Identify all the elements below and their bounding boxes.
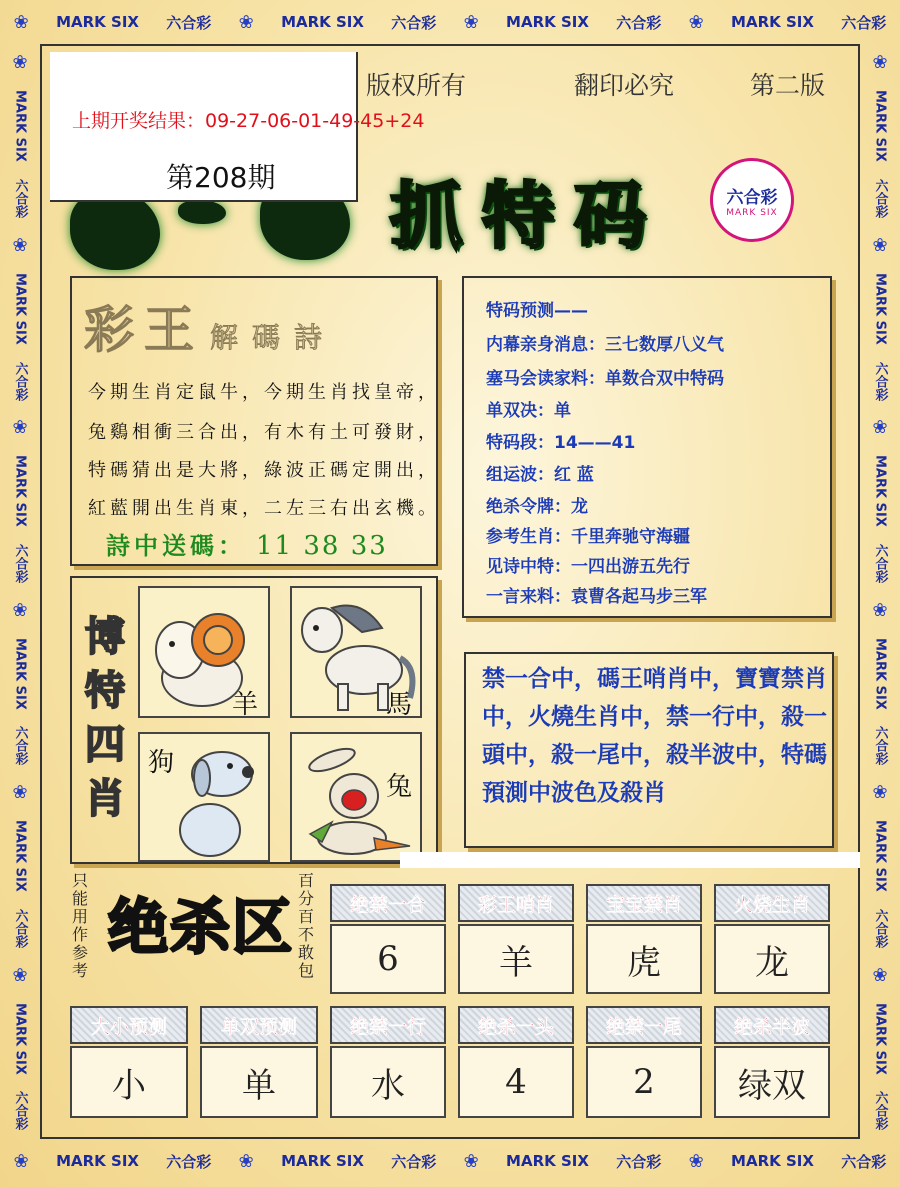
flower-icon: ❀ bbox=[12, 782, 28, 804]
zodiac-name: 馬 bbox=[386, 690, 413, 720]
flower-icon: ❀ bbox=[463, 11, 479, 33]
prediction-line: 参考生肖：千里奔驰守海疆 bbox=[486, 527, 690, 547]
four-zodiac-title: 博特四肖 bbox=[85, 613, 125, 822]
mark-six-logo bbox=[710, 158, 794, 242]
prediction-line: 特码预测—— bbox=[486, 301, 588, 321]
border-brand-en: MARK SIX bbox=[12, 820, 28, 893]
zodiac-name: 狗 bbox=[148, 748, 175, 778]
poem-number-values: 11 38 33 bbox=[256, 531, 388, 561]
prediction-line: 塞马会读家料：单数合双中特码 bbox=[486, 369, 724, 389]
border-brand-cn: 六合彩 bbox=[841, 1152, 887, 1171]
border-brand-cn: 六合彩 bbox=[872, 179, 888, 219]
border-brand-en: MARK SIX bbox=[872, 1002, 888, 1075]
border-left bbox=[0, 44, 40, 1139]
border-brand-cn: 六合彩 bbox=[12, 179, 28, 219]
border-brand-en: MARK SIX bbox=[872, 272, 888, 345]
cell-label: 彩王哨肖 bbox=[458, 884, 574, 922]
edition-text: 第二版 bbox=[750, 71, 826, 100]
flower-icon: ❀ bbox=[238, 11, 254, 33]
poem-line: 兔鷄相衝三合出，有木有土可發財， bbox=[88, 422, 440, 443]
left-note: 只能用作参考 bbox=[71, 871, 88, 980]
cell-value: 6 bbox=[330, 924, 446, 994]
border-brand-en: MARK SIX bbox=[56, 1152, 139, 1170]
no-reprint-text: 翻印必究 bbox=[574, 71, 675, 100]
cell-value: 小 bbox=[70, 1046, 188, 1118]
border-brand-cn: 六合彩 bbox=[391, 1152, 437, 1171]
border-brand-en: MARK SIX bbox=[506, 13, 589, 31]
cell-label: 绝杀一头 bbox=[458, 1006, 574, 1044]
border-brand-en: MARK SIX bbox=[731, 13, 814, 31]
cell-value: 4 bbox=[458, 1046, 574, 1118]
poem-number-label: 詩中送碼： bbox=[106, 531, 246, 560]
border-brand-cn: 六合彩 bbox=[616, 1152, 662, 1171]
logo-en: MARK SIX bbox=[726, 207, 778, 218]
border-brand-en: MARK SIX bbox=[12, 90, 28, 163]
flower-icon: ❀ bbox=[12, 417, 28, 439]
flower-icon: ❀ bbox=[13, 11, 29, 33]
border-brand-en: MARK SIX bbox=[281, 13, 364, 31]
prediction-line: 绝杀令牌：龙 bbox=[486, 497, 588, 517]
flower-icon: ❀ bbox=[872, 52, 888, 74]
prediction-line: 特码段：14——41 bbox=[486, 433, 636, 453]
poem-line: 今期生肖定鼠牛，今期生肖找皇帝， bbox=[88, 382, 440, 403]
prediction-line: 组运波：红 蓝 bbox=[486, 465, 594, 485]
flower-icon: ❀ bbox=[872, 964, 888, 986]
border-brand-en: MARK SIX bbox=[731, 1152, 814, 1170]
cell-label: 绝禁一行 bbox=[330, 1006, 446, 1044]
cell-value: 虎 bbox=[586, 924, 702, 994]
flower-icon: ❀ bbox=[12, 234, 28, 256]
white-patch bbox=[400, 852, 860, 868]
kill-zone-title: 绝杀区 bbox=[108, 893, 294, 963]
copyright-text: 版权所有 bbox=[366, 71, 467, 100]
summary-text: 禁一合中，碼王哨肖中，寶寶禁肖中，火燒生肖中，禁一行中，殺一頭中，殺一尾中，殺半波中，特碼預測中波色及殺肖 bbox=[482, 665, 827, 806]
border-brand-cn: 六合彩 bbox=[391, 13, 437, 32]
prediction-line: 单双决：单 bbox=[486, 401, 571, 421]
border-brand-en: MARK SIX bbox=[506, 1152, 589, 1170]
cell-label: 绝禁一尾 bbox=[586, 1006, 702, 1044]
border-brand-en: MARK SIX bbox=[872, 90, 888, 163]
flower-icon: ❀ bbox=[12, 599, 28, 621]
zodiac-name: 羊 bbox=[232, 690, 259, 720]
border-brand-en: MARK SIX bbox=[12, 455, 28, 528]
border-brand-cn: 六合彩 bbox=[166, 13, 212, 32]
poem-title-big: 彩王 bbox=[84, 300, 204, 359]
cell-label: 单双预测 bbox=[200, 1006, 318, 1044]
prediction-line: 一言来料：袁曹各起马步三军 bbox=[486, 587, 707, 607]
previous-result: 上期开奖结果：09-27-06-01-49-45+24 bbox=[72, 110, 425, 132]
poem-line: 紅藍開出生肖東，二左三右出玄機。 bbox=[88, 498, 440, 519]
cell-value: 龙 bbox=[714, 924, 830, 994]
border-brand-en: MARK SIX bbox=[56, 13, 139, 31]
poem-numbers bbox=[106, 526, 388, 561]
border-brand-cn: 六合彩 bbox=[12, 908, 28, 948]
border-brand-cn: 六合彩 bbox=[872, 1091, 888, 1131]
poem-title bbox=[84, 290, 336, 362]
border-brand-cn: 六合彩 bbox=[12, 1091, 28, 1131]
cell-label: 绝杀半波 bbox=[714, 1006, 830, 1044]
flower-icon: ❀ bbox=[13, 1150, 29, 1172]
border-brand-en: MARK SIX bbox=[872, 820, 888, 893]
border-brand-en: MARK SIX bbox=[281, 1152, 364, 1170]
prediction-line: 见诗中特：一四出游五先行 bbox=[486, 557, 690, 577]
flower-icon: ❀ bbox=[872, 782, 888, 804]
border-brand-cn: 六合彩 bbox=[872, 726, 888, 766]
border-brand-en: MARK SIX bbox=[12, 272, 28, 345]
prediction-line: 内幕亲身消息：三七数厚八义气 bbox=[486, 335, 724, 355]
border-brand-cn: 六合彩 bbox=[841, 13, 887, 32]
border-brand-cn: 六合彩 bbox=[616, 13, 662, 32]
poem-title-small: 解碼詩 bbox=[210, 321, 337, 354]
flower-icon: ❀ bbox=[872, 417, 888, 439]
cell-label: 火烧生肖 bbox=[714, 884, 830, 922]
cell-value: 2 bbox=[586, 1046, 702, 1118]
flower-icon: ❀ bbox=[872, 234, 888, 256]
border-brand-cn: 六合彩 bbox=[12, 726, 28, 766]
border-brand-cn: 六合彩 bbox=[872, 361, 888, 401]
border-brand-en: MARK SIX bbox=[872, 455, 888, 528]
border-brand-en: MARK SIX bbox=[12, 637, 28, 710]
zodiac-name: 兔 bbox=[386, 772, 413, 802]
main-title: 抓特码 bbox=[390, 173, 667, 258]
issue-number: 第208期 bbox=[166, 161, 276, 194]
cell-value: 水 bbox=[330, 1046, 446, 1118]
border-brand-en: MARK SIX bbox=[12, 1002, 28, 1075]
flower-icon: ❀ bbox=[12, 964, 28, 986]
border-brand-cn: 六合彩 bbox=[872, 908, 888, 948]
flower-icon: ❀ bbox=[12, 52, 28, 74]
flower-icon: ❀ bbox=[688, 11, 704, 33]
cell-value: 绿双 bbox=[714, 1046, 830, 1118]
cell-label: 大小预测 bbox=[70, 1006, 188, 1044]
flower-icon: ❀ bbox=[872, 599, 888, 621]
flower-icon: ❀ bbox=[238, 1150, 254, 1172]
border-right bbox=[860, 44, 900, 1139]
cell-label: 绝禁一合 bbox=[330, 884, 446, 922]
logo-cn: 六合彩 bbox=[726, 187, 778, 208]
cell-value: 单 bbox=[200, 1046, 318, 1118]
border-brand-en: MARK SIX bbox=[872, 637, 888, 710]
border-brand-cn: 六合彩 bbox=[12, 361, 28, 401]
poem-line: 特碼猜出是大將，綠波正碼定開出， bbox=[88, 460, 440, 481]
title-decoration bbox=[178, 200, 226, 224]
cell-value: 羊 bbox=[458, 924, 574, 994]
flower-icon: ❀ bbox=[688, 1150, 704, 1172]
flower-icon: ❀ bbox=[463, 1150, 479, 1172]
border-brand-cn: 六合彩 bbox=[872, 543, 888, 583]
border-bottom bbox=[0, 1139, 900, 1183]
border-brand-cn: 六合彩 bbox=[12, 543, 28, 583]
border-top bbox=[0, 0, 900, 44]
right-note: 百分百不敢包 bbox=[297, 871, 314, 980]
cell-label: 宝宝禁肖 bbox=[586, 884, 702, 922]
border-brand-cn: 六合彩 bbox=[166, 1152, 212, 1171]
